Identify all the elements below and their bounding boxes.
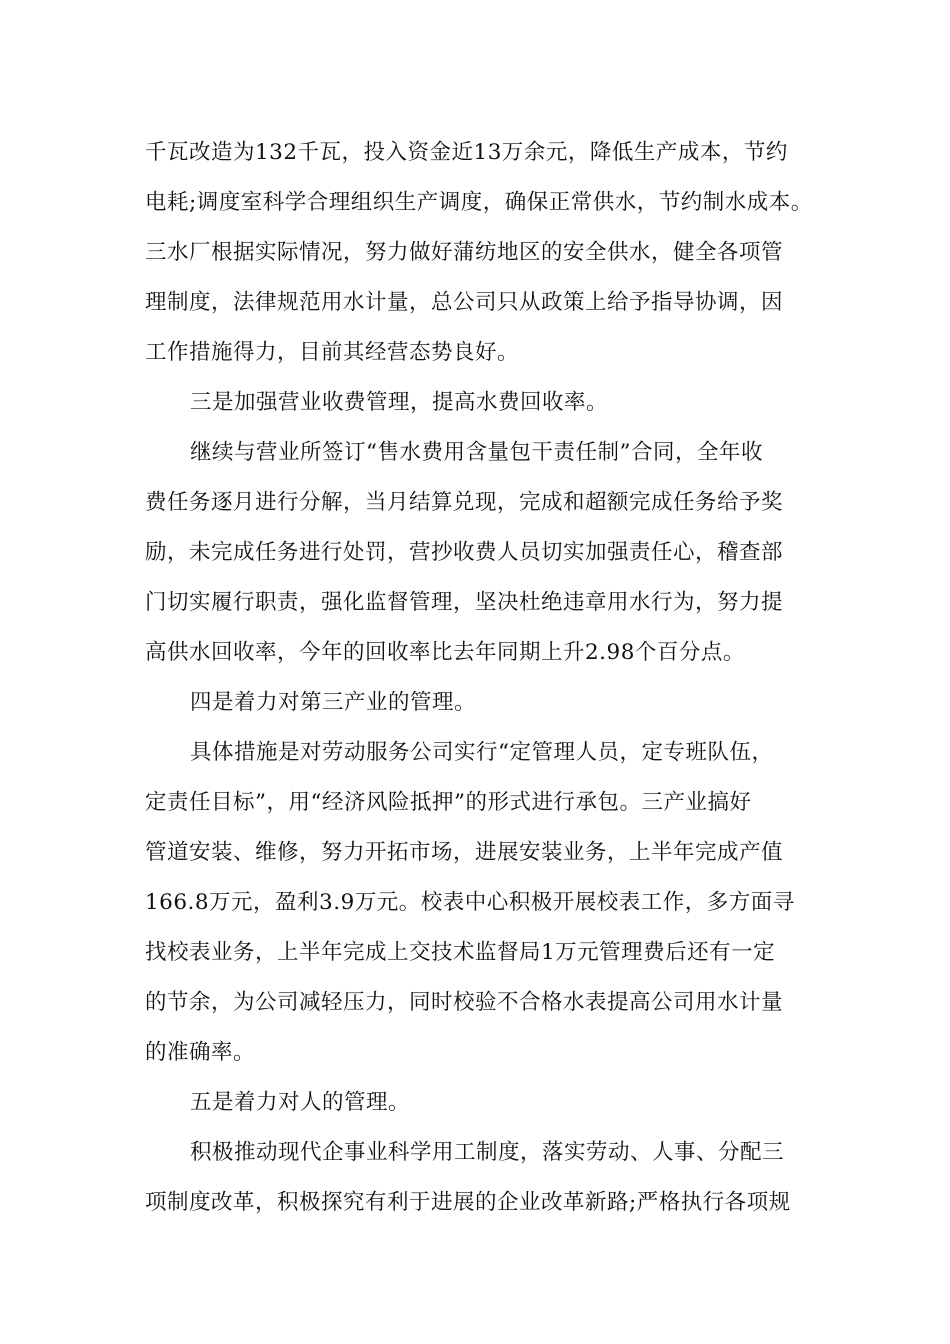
text-line: 定责任目标”，用“经济风险抵押”的形式进行承包。三产业搞好 (145, 790, 752, 815)
text-line: 继续与营业所签订“售水费用含量包干责任制”合同，全年收 (190, 440, 763, 465)
text-line: 项制度改革，积极探究有利于进展的企业改革新路;严格执行各项规 (145, 1190, 791, 1215)
section-heading: 四是着力对第三产业的管理。 (190, 690, 477, 715)
text-line: 积极推动现代企事业科学用工制度，落实劳动、人事、分配三 (190, 1140, 785, 1165)
text-line: 具体措施是对劳动服务公司实行“定管理人员，定专班队伍， (190, 740, 774, 765)
text-line: 门切实履行职责，强化监督管理，坚决杜绝违章用水行为，努力提 (145, 590, 784, 615)
text-line: 工作措施得力，目前其经营态势良好。 (145, 340, 520, 365)
text-line: 高供水回收率，今年的回收率比去年同期上升2.98个百分点。 (145, 640, 745, 665)
section-heading: 三是加强营业收费管理，提高水费回收率。 (190, 390, 609, 415)
text-line: 的节余，为公司减轻压力，同时校验不合格水表提高公司用水计量 (145, 990, 784, 1015)
text-line: 励，未完成任务进行处罚，营抄收费人员切实加强责任心，稽查部 (145, 540, 784, 565)
text-line: 费任务逐月进行分解，当月结算兑现，完成和超额完成任务给予奖 (145, 490, 784, 515)
text-line: 管道安装、维修，努力开拓市场，进展安装业务，上半年完成产值 (145, 840, 784, 865)
text-line: 的准确率。 (145, 1040, 256, 1065)
section-heading: 五是着力对人的管理。 (190, 1090, 411, 1115)
text-line: 千瓦改造为132千瓦，投入资金近13万余元，降低生产成本，节约 (145, 140, 788, 165)
text-line: 找校表业务，上半年完成上交技术监督局1万元管理费后还有一定 (145, 940, 776, 965)
text-line: 理制度，法律规范用水计量，总公司只从政策上给予指导协调，因 (145, 290, 784, 315)
text-line: 电耗;调度室科学合理组织生产调度，确保正常供水，节约制水成本。 (145, 190, 813, 215)
text-line: 三水厂根据实际情况，努力做好蒲纺地区的安全供水，健全各项管 (145, 240, 784, 265)
text-line: 166.8万元，盈利3.9万元。校表中心积极开展校表工作，多方面寻 (145, 890, 795, 915)
